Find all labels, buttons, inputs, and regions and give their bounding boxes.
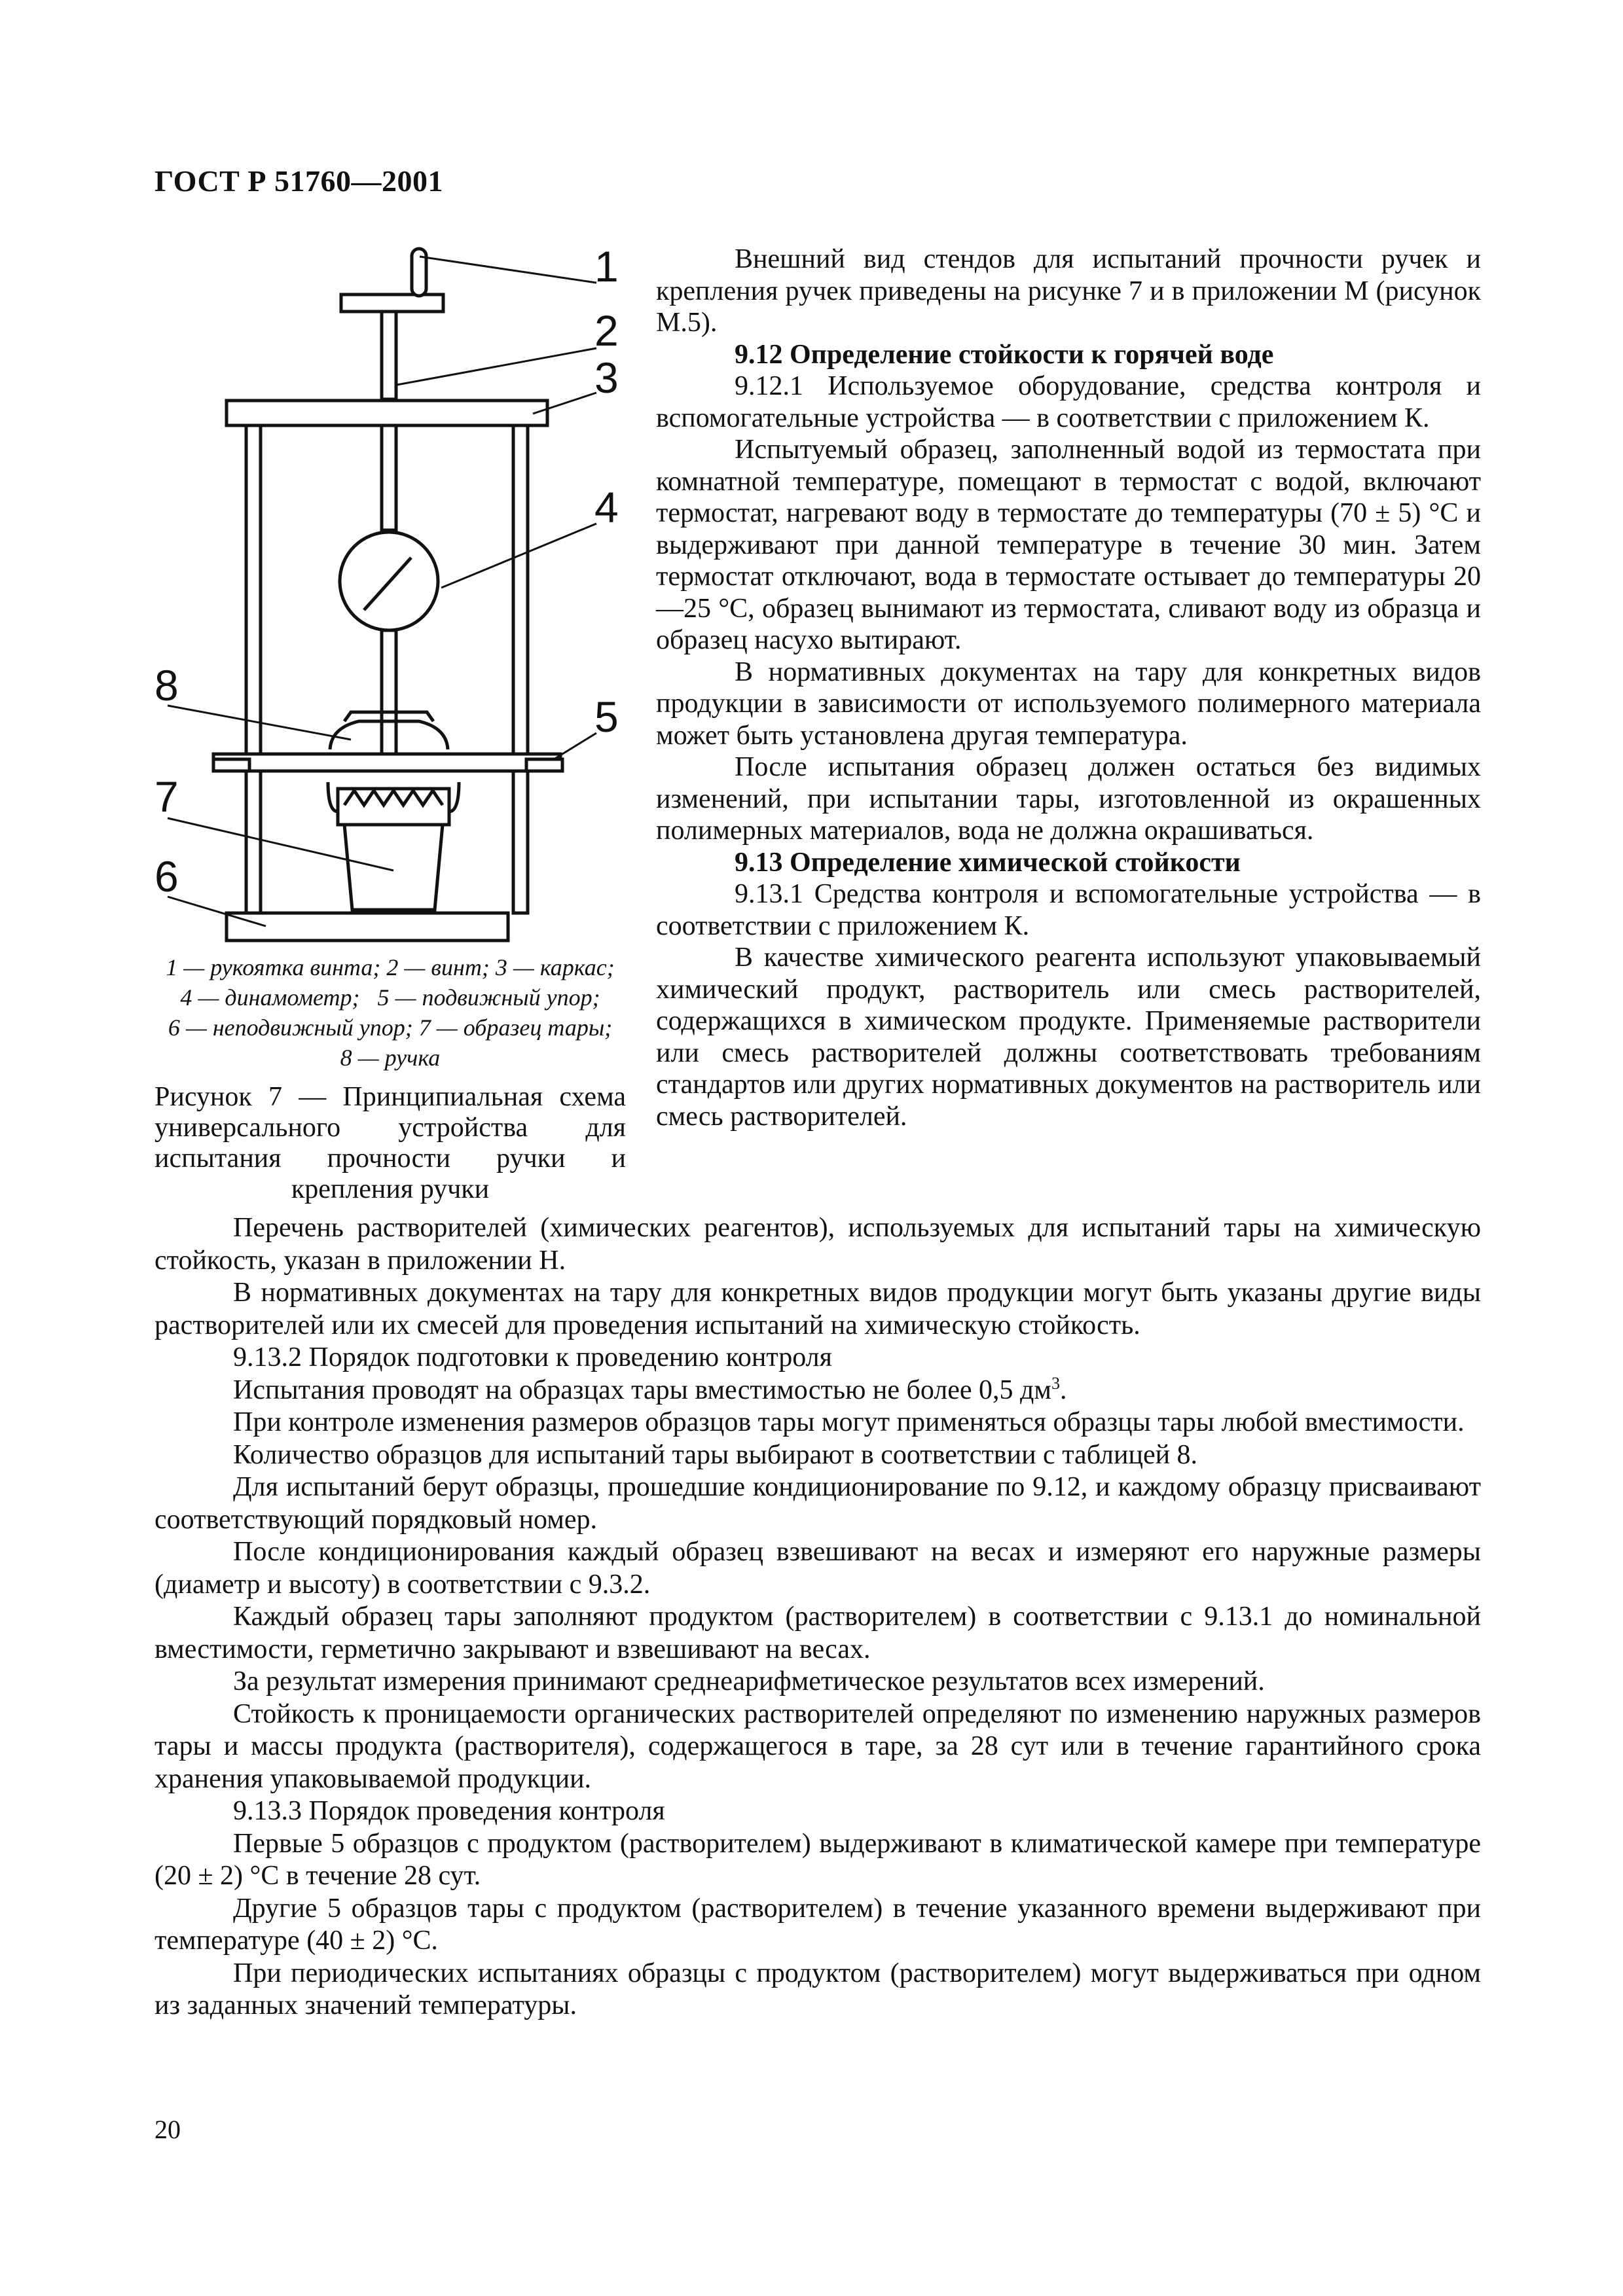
- label-3: 3: [594, 353, 619, 402]
- document-header: ГОСТ Р 51760—2001: [155, 164, 443, 198]
- paragraph: Перечень растворителей (химических реагентов), используемых для испытаний тары на химическую стойкость, указан в приложении Н.: [155, 1213, 1481, 1276]
- paragraph: Другие 5 образцов тары с продуктом (растворителем) в течение указанного времени выдерживают при температуре (40 ± 2) °С.: [155, 1893, 1481, 1956]
- paragraph: Внешний вид стендов для испытаний прочности ручек и крепления ручек приведены на рисунке 7 и в приложении М (рисунок М.5).: [656, 244, 1481, 338]
- sample-container-rim: [338, 789, 449, 825]
- full-width-text: [155, 1212, 1481, 2022]
- paragraph: Стойкость к проницаемости органических растворителей определяют по изменению наружных размеров тары и массы продукта (растворителя), содержащегося в таре, за 28 сут или в течение гарантийного срока хранения упаковываемой продукции.: [155, 1698, 1481, 1794]
- paragraph-text: Испытания проводят на образцах тары вместимостью не более 0,5 дм: [233, 1374, 1051, 1405]
- screw-rod-upper: [382, 312, 396, 399]
- paragraph: Каждый образец тары заполняют продуктом (растворителем) в соответствии с 9.13.1 до номинальной вместимости, герметично закрывают и взвешивают на весах.: [155, 1602, 1481, 1664]
- movable-stop-left-end: [213, 759, 249, 771]
- subsection-title-9-13-3: 9.13.3 Порядок проведения контроля: [233, 1796, 665, 1826]
- figure-caption: Рисунок 7 — Принципиальная схема универсального устройства для испытания прочности ручки и крепления ручки: [155, 1082, 626, 1204]
- paragraph: После испытания образец должен остаться без видимых изменений, при испытании тары, изготовленной из окрашенных полимерных материалов, вода не должна окрашиваться.: [656, 752, 1481, 846]
- label-7: 7: [155, 772, 179, 821]
- right-column-text: [656, 243, 1481, 1132]
- paragraph: При контроле изменения размеров образцов тары могут применяться образцы тары любой вместимости.: [233, 1407, 1465, 1437]
- figure-caption-block: [155, 952, 626, 1205]
- legend-line: 8 — ручка: [340, 1045, 441, 1071]
- screw-rod-middle: [382, 425, 396, 530]
- paragraph-end: .: [1060, 1374, 1067, 1405]
- leader-2: [397, 348, 596, 385]
- label-1: 1: [594, 242, 619, 291]
- label-8: 8: [155, 661, 179, 709]
- figure-legend: [155, 952, 626, 1073]
- figure-7-drawing: [155, 236, 639, 969]
- paragraph: В нормативных документах на тару для конкретных видов продукции в зависимости от используемого полимерного материала может быть установлена другая температура.: [656, 656, 1481, 751]
- leader-5: [554, 733, 596, 759]
- paragraph: За результат измерения принимают среднеарифметическое результатов всех измерений.: [233, 1666, 1265, 1696]
- paragraph: В нормативных документах на тару для конкретных видов продукции могут быть указаны другие виды растворителей или их смесей для проведения испытаний на химическую стойкость.: [155, 1278, 1481, 1340]
- legend-line: 1 — рукоятка винта; 2 — винт; 3 — каркас;: [166, 954, 615, 980]
- paragraph: После кондиционирования каждый образец взвешивают на весах и измеряют его наружные размеры (диаметр и высоту) в соответствии с 9.3.2.: [155, 1537, 1481, 1600]
- paragraph: [155, 1374, 1481, 1407]
- section-heading-9-12: 9.12 Определение стойкости к горячей воде: [735, 339, 1274, 370]
- movable-stop-right-end: [526, 759, 562, 771]
- frame-top-bar: [227, 401, 547, 425]
- figure-7: [155, 236, 639, 969]
- leader-1: [420, 257, 596, 283]
- fixed-stop-base: [227, 913, 508, 941]
- paragraph: 9.13.1 Средства контроля и вспомогательные устройства — в соответствии с приложением К.: [656, 879, 1481, 941]
- legend-line: 6 — неподвижный упор; 7 — образец тары;: [168, 1014, 613, 1041]
- paragraph: Для испытаний берут образцы, прошедшие кондиционирование по 9.12, и каждому образцу присваивают соответствующий порядковый номер.: [155, 1472, 1481, 1535]
- screw-handle-knob: [412, 249, 426, 296]
- frame-right-post: [513, 425, 528, 913]
- legend-line: 4 — динамометр; 5 — подвижный упор;: [180, 984, 600, 1011]
- sample-container: [344, 825, 443, 910]
- subsection-title-9-13-2: 9.13.2 Порядок подготовки к проведению контроля: [233, 1342, 832, 1372]
- superscript: 3: [1051, 1373, 1060, 1393]
- label-4: 4: [594, 483, 619, 531]
- section-heading-9-13: 9.13 Определение химической стойкости: [735, 847, 1241, 878]
- paragraph: Испытуемый образец, заполненный водой из термостата при комнатной температуре, помещают в термостат с водой, включают термостат, нагревают воду в термостате до температуры (70 ± 5) °С и выдерживают при данной температуре в течение 30 мин. Затем термостат отключают, вода в термостате остывает до температуры 20—25 °С, образец вынимают из термостата, сливают воду из образца и образец насухо вытирают.: [656, 435, 1481, 655]
- page-number: 20: [155, 2115, 181, 2144]
- paragraph: В качестве химического реагента используют упаковываемый химический продукт, растворитель или смесь растворителей, содержащихся в химическом продукте. Применяемые растворители или смесь растворителей должны соответствовать требованиям стандартов или других нормативных документов на растворитель или смесь растворителей.: [656, 942, 1481, 1132]
- label-2: 2: [594, 306, 619, 355]
- paragraph: При периодических испытаниях образцы с продуктом (растворителем) могут выдерживаться при одном из заданных значений температуры.: [155, 1958, 1481, 2020]
- label-6: 6: [155, 852, 179, 901]
- paragraph: Количество образцов для испытаний тары выбирают в соответствии с таблицей 8.: [233, 1439, 1198, 1470]
- screw-handle-bar: [341, 295, 443, 312]
- label-5: 5: [594, 692, 619, 741]
- paragraph: Первые 5 образцов с продуктом (растворителем) выдерживают в климатической камере при температуре (20 ± 2) °С в течение 28 сут.: [155, 1828, 1481, 1891]
- movable-stop: [213, 754, 560, 771]
- screw-rod-lower: [382, 630, 396, 761]
- paragraph: 9.12.1 Используемое оборудование, средства контроля и вспомогательные устройства — в соответствии с приложением К.: [656, 371, 1481, 433]
